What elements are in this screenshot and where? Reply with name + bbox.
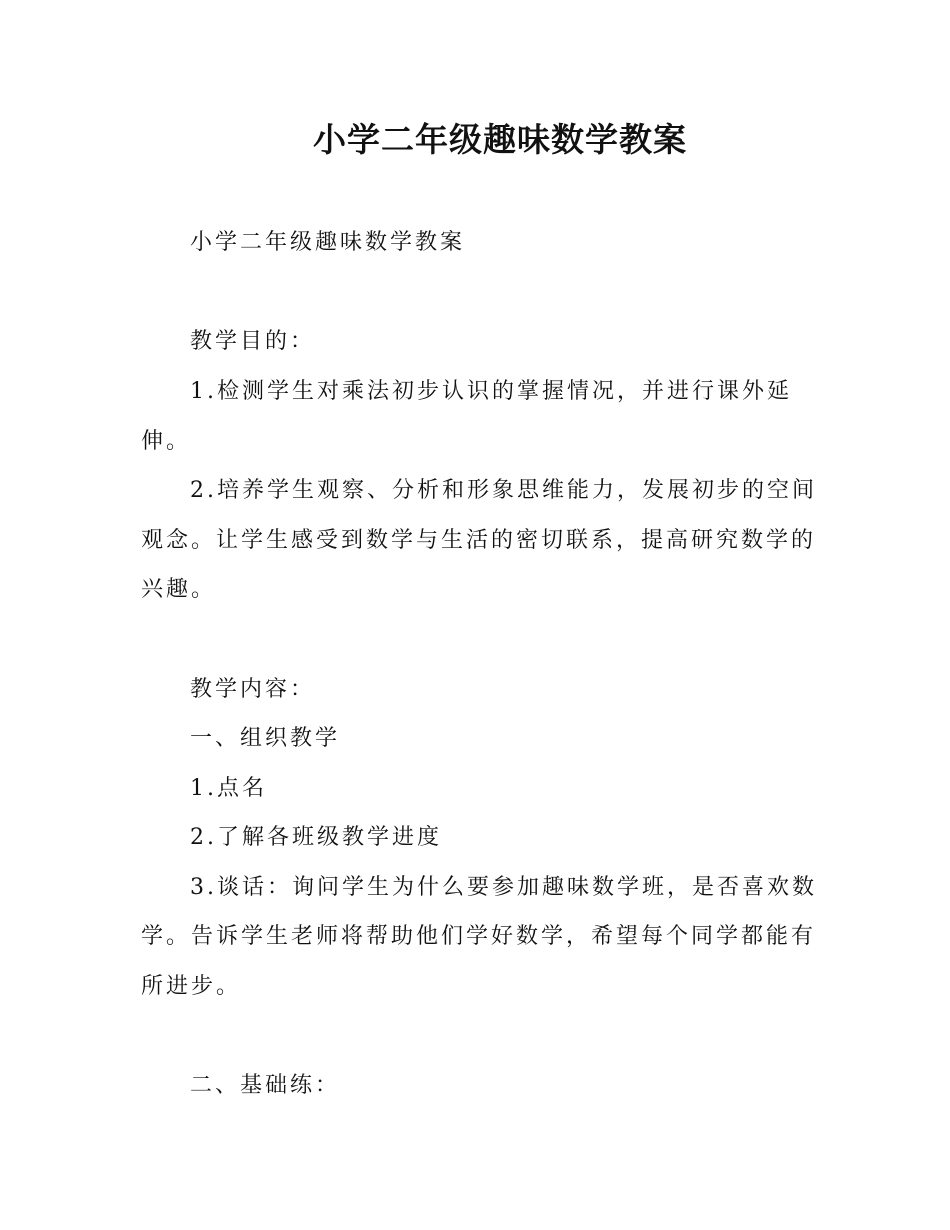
part-1-heading: 一、组织教学 — [190, 726, 341, 751]
section-heading-content: 教学内容： — [190, 677, 316, 702]
part-1-item-3-line-3: 所进步。 — [141, 974, 242, 999]
part-2-heading: 二、基础练： — [190, 1073, 341, 1098]
part-1-item-3-line-1: 3.谈话：询问学生为什么要参加趣味数学班，是否喜欢数 — [190, 875, 817, 900]
objective-1-line-2: 伸。 — [141, 429, 192, 454]
section-heading-objectives: 教学目的： — [190, 329, 316, 354]
objective-2-line-1: 2.培养学生观察、分析和形象思维能力，发展初步的空间 — [190, 478, 817, 503]
subtitle-line: 小学二年级趣味数学教案 — [190, 230, 466, 255]
objective-1-line-1: 1.检测学生对乘法初步认识的掌握情况，并进行课外延 — [190, 379, 792, 404]
objective-2-line-3: 兴趣。 — [141, 577, 217, 602]
part-1-item-1: 1.点名 — [190, 776, 267, 801]
part-1-item-3-line-2: 学。告诉学生老师将帮助他们学好数学，希望每个同学都能有 — [141, 924, 817, 949]
document-title: 小学二年级趣味数学教案 — [313, 120, 687, 159]
part-1-item-2: 2.了解各班级教学进度 — [190, 825, 442, 850]
objective-2-line-2: 观念。让学生感受到数学与生活的密切联系，提高研究数学的 — [141, 528, 817, 553]
